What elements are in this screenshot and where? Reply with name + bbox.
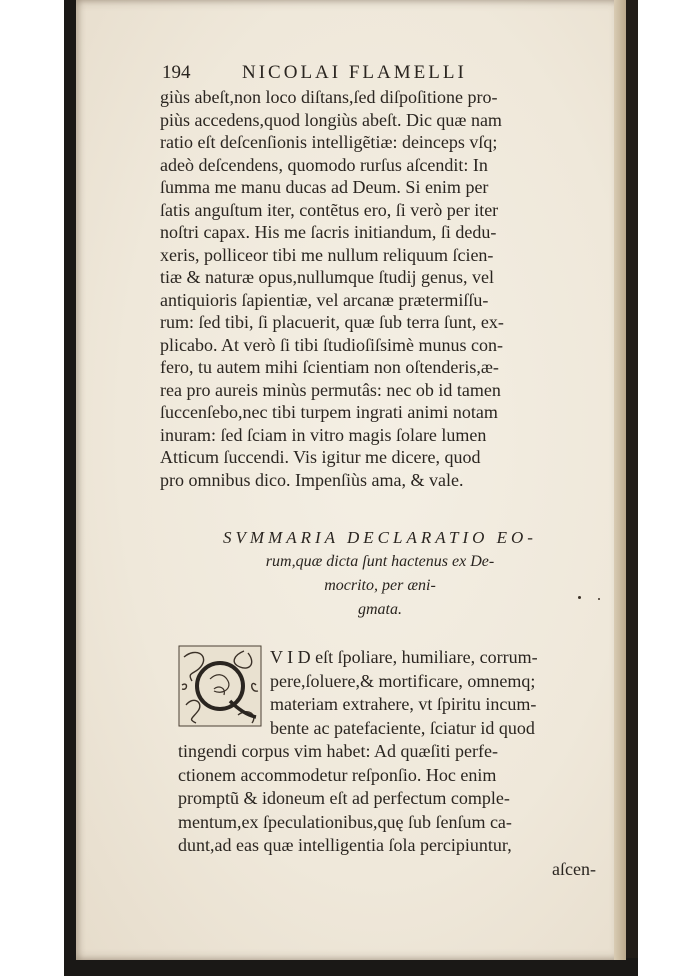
- text-line: materiam extrahere, vt ſpiritu incum-: [270, 694, 537, 714]
- text-line: noſtri capax. His me ſacris initiandum, ſi dedu-: [160, 222, 497, 242]
- text-line: ctionem accommodetur reſponſio. Hoc enim: [178, 764, 497, 785]
- text-line: tingendi corpus vim habet: Ad quæſiti perfe-: [178, 741, 498, 761]
- heading-line: rum,quæ dicta ſunt hactenus ex De-: [265, 553, 495, 570]
- text-line: adeò deſcendens, quomodo rurſus aſcendit: In: [160, 154, 488, 175]
- section-text: [178, 646, 602, 881]
- text-line: ſatis anguſtum iter, contẽtus ero, ſi verò per iter: [160, 199, 499, 220]
- text-line: fero, tu autem mihi ſcientiam non oſtenderis,æ-: [160, 357, 499, 377]
- body-text: [160, 86, 600, 491]
- text-line: plicabo. At verò ſi tibi ſtudioſiſsimè munus con-: [160, 334, 503, 355]
- text-line: ratio eſt deſcenſionis intelligẽtiæ: deinceps vſq;: [160, 132, 498, 152]
- book-binding-right: [624, 0, 638, 976]
- paper-speck: [578, 596, 581, 599]
- text-line: promptũ & idoneum eſt ad perfectum comple-: [178, 788, 510, 808]
- text-line: pere,ſoluere,& mortificare, omnemq;: [270, 670, 536, 691]
- text-line: inuram: ſed ſciam in vitro magis ſolare lumen: [160, 424, 487, 445]
- book-binding-bottom: [64, 958, 638, 976]
- text-line: dunt,ad eas quæ intelligentia ſola percipiuntur,: [178, 835, 512, 855]
- text-line: bente ac patefaciente, ſciatur id quod: [270, 717, 535, 738]
- heading-line: gmata.: [358, 601, 402, 618]
- text-line: ſuccenſebo,nec tibi turpem ingrati animi notam: [160, 402, 498, 422]
- text-line: ſumma me manu ducas ad Deum. Si enim per: [160, 177, 489, 197]
- text-line: piùs accedens,quod longiùs abeſt. Dic quæ nam: [160, 109, 502, 130]
- text-line: rum: ſed tibi, ſi placuerit, quæ ſub terra ſunt, ex-: [160, 312, 504, 332]
- text-line: V I D eſt ſpoliare, humiliare, corrum-: [270, 647, 538, 667]
- text-line: pro omnibus dico. Impenſiùs ama, & vale.: [160, 469, 464, 490]
- running-head: NICOLAI FLAMELLI: [242, 62, 467, 83]
- paper-speck: [598, 598, 600, 600]
- text-line: giùs abeſt,non loco diſtans,ſed diſpoſitione pro-: [160, 87, 498, 107]
- heading-line: mocrito, per æni-: [324, 577, 436, 594]
- text-line: xeris, polliceor tibi me nullum reliquum ſcien-: [160, 244, 494, 265]
- text-line: rea pro aureis minùs permutâs: nec ob id tamen: [160, 379, 501, 400]
- text-line: mentum,ex ſpeculationibus,quę ſub ſenſum ca-: [178, 811, 512, 832]
- heading-line: SVMMARIA DECLARATIO EO-: [223, 528, 537, 547]
- page-header: [162, 62, 602, 86]
- section-heading: [160, 526, 600, 622]
- text-line: Atticum ſuccendi. Vis igitur me dicere, quod: [160, 447, 481, 467]
- text-line: aſcen-: [552, 858, 596, 879]
- page-fore-edge: [614, 0, 626, 960]
- page-number: 194: [162, 62, 191, 83]
- text-line: tiæ & naturæ opus,nullumque ſtudij genus, vel: [160, 267, 494, 287]
- text-line: antiquioris ſapientiæ, vel arcanæ prætermiſſu-: [160, 289, 489, 310]
